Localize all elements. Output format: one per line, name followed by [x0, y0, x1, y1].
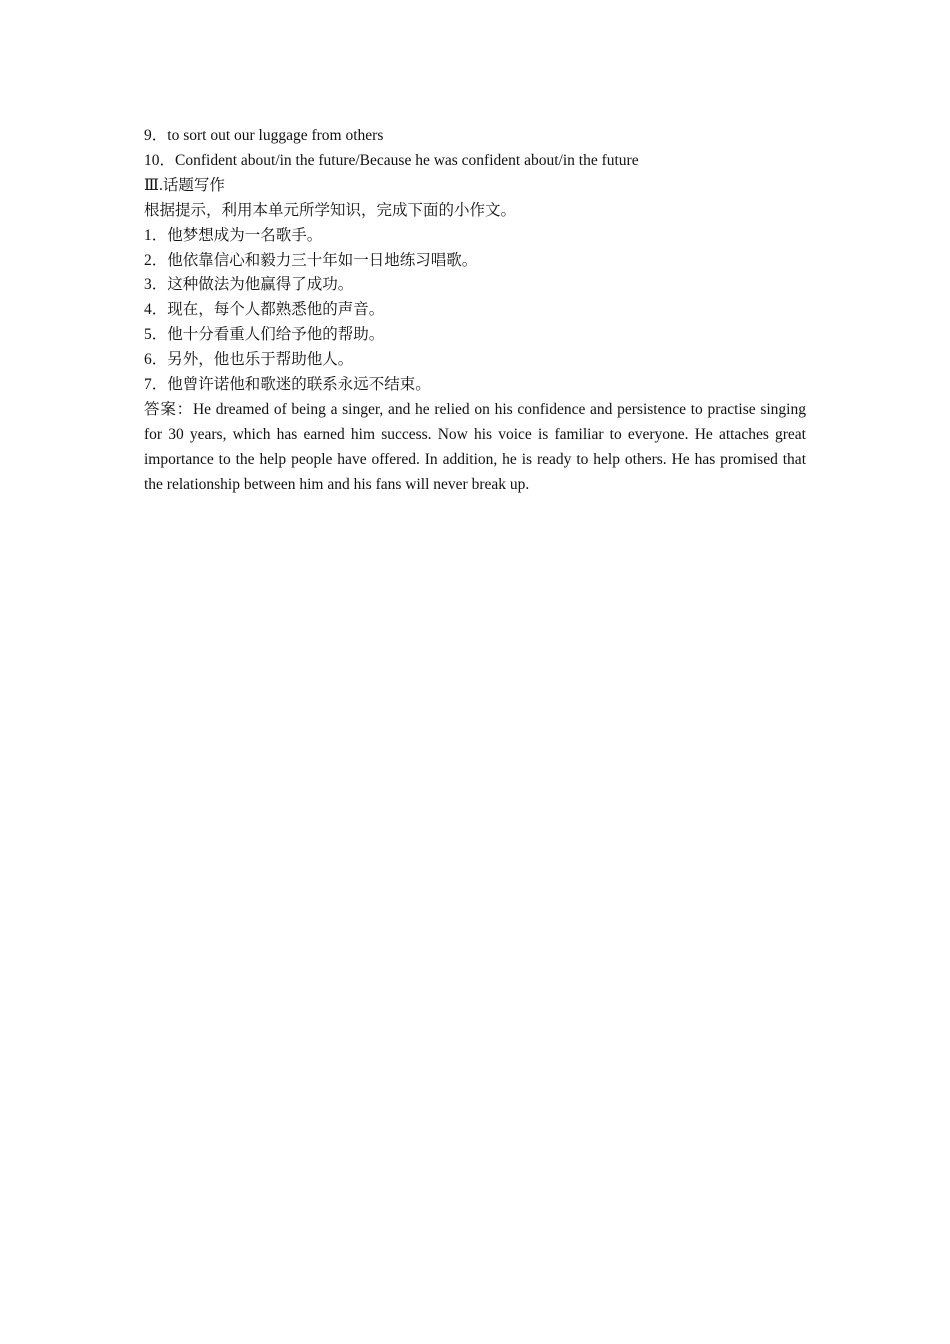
item-text: 他梦想成为一名歌手。: [167, 226, 323, 244]
prompt-item-7: [144, 373, 806, 398]
prompt-item-4: [144, 298, 806, 323]
item-number: 9．: [144, 127, 168, 144]
item-text: 这种做法为他赢得了成功。: [167, 276, 354, 294]
prompt-item-3: [144, 273, 806, 298]
document-body: [144, 124, 806, 498]
item-number: 10．: [144, 151, 176, 169]
item-number: 6．: [144, 351, 168, 369]
item-text: 他依靠信心和毅力三十年如一日地练习唱歌。: [167, 251, 478, 269]
prompt-item-6: [144, 348, 806, 373]
answer-paragraph: [144, 398, 806, 498]
item-text: 现在，每个人都熟悉他的声音。: [167, 301, 385, 319]
item-number: 1．: [144, 226, 168, 244]
item-number: 5．: [144, 326, 168, 344]
answer-item-9: [144, 124, 806, 149]
prompt-item-5: [144, 323, 806, 348]
prompt-item-1: [144, 224, 806, 249]
item-text: 他曾许诺他和歌迷的联系永远不结束。: [167, 376, 431, 394]
answer-text: He dreamed of being a singer, and he relied on his confidence and persistence to practise singing for 30 years, which has earned him success. Now his voice is familiar to everyone. He attaches great importance to the help people have offered. In addition, he is ready to help others. He has promised that the relationship between him and his fans will never break up.: [144, 400, 806, 493]
item-number: 3．: [144, 276, 168, 294]
item-text: 另外，他也乐于帮助他人。: [167, 351, 354, 369]
section-instruction: 根据提示，利用本单元所学知识，完成下面的小作文。: [144, 201, 517, 219]
prompt-item-2: [144, 249, 806, 274]
answer-label: 答案：: [144, 400, 193, 418]
item-number: 4．: [144, 301, 168, 319]
item-text: 他十分看重人们给予他的帮助。: [167, 326, 385, 344]
section-heading: Ⅲ.话题写作: [144, 176, 225, 194]
item-text: Confident about/in the future/Because he was confident about/in the future: [175, 151, 639, 169]
answer-item-10: [144, 149, 806, 174]
item-number: 2．: [144, 251, 168, 269]
item-number: 7．: [144, 376, 168, 394]
item-text: to sort out our luggage from others: [167, 127, 384, 144]
